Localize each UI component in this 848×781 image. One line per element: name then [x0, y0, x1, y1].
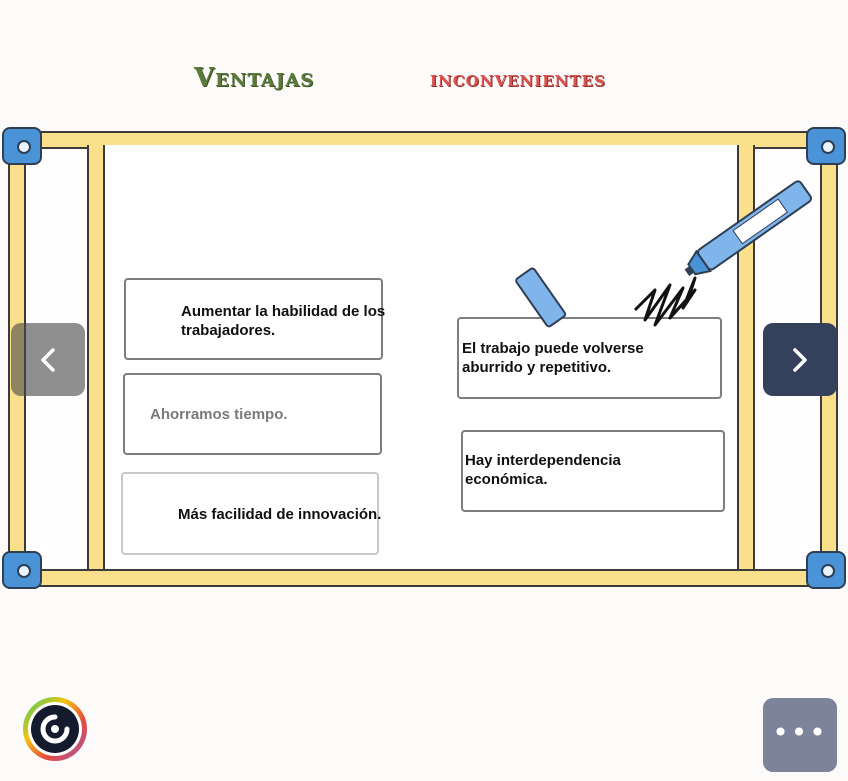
inconveniente-card-2[interactable]: [461, 430, 725, 512]
corner-clip-bottom-right: [806, 551, 846, 589]
genially-logo-icon[interactable]: [22, 696, 88, 762]
marker-cap: [515, 267, 566, 327]
ventaja-text-3: Más facilidad de innovación.: [178, 506, 382, 523]
marker-pen: [680, 180, 813, 283]
scribble-mark: [635, 278, 695, 325]
heading-inconvenientes: inconvenientes: [430, 66, 606, 92]
ventaja-card-1[interactable]: [124, 278, 386, 360]
inconveniente-text-1: El trabajo puede volverse aburrido y repetitivo.: [462, 340, 644, 376]
previous-button[interactable]: [11, 323, 85, 396]
more-dots-icon: •••: [772, 716, 828, 749]
heading-ventajas: Ventajas: [194, 63, 315, 93]
ventaja-text-2: Ahorramos tiempo.: [150, 406, 288, 423]
ventaja-text-1: Aumentar la habilidad de los trabajadores.: [181, 303, 386, 339]
ventaja-card-2[interactable]: [123, 373, 382, 455]
ventaja-card-3[interactable]: [121, 472, 382, 555]
inconveniente-text-2: Hay interdependencia económica.: [465, 452, 621, 488]
chevron-right-icon: [790, 347, 810, 373]
corner-clip-bottom-left: [2, 551, 42, 589]
marker-illustration: [505, 150, 825, 350]
corner-clip-top-left: [2, 127, 42, 165]
more-options-button[interactable]: [763, 698, 837, 772]
chevron-left-icon: [38, 347, 58, 373]
frame-post-left: [87, 145, 105, 569]
next-button[interactable]: [763, 323, 837, 396]
